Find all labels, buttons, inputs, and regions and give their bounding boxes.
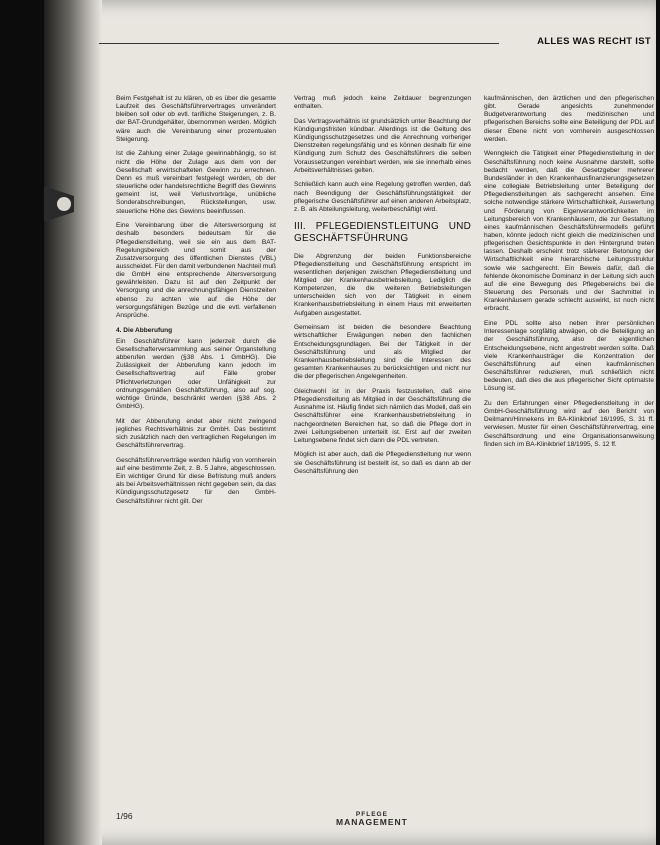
paragraph: Wenngleich die Tätigkeit einer Pflegedienstleitung in der Geschäftsführung noch keine Ausnahme darstellt, sollte bedacht werden, daß die Gesetzgeber mehrerer Bundesländer in den Krankenhausfinanzierungsgesetzen eine collegiale Betriebsleitung unter Beteiligung der Pflegedienstleitungen als sachgerecht ansehen. Eine solche notwendige stärkere Wirtschaftlichkeit, Auswertung und Förderung von Eigenverantwortlichkeiten im Leitungsbereich von Krankenhäusern, die zur Gestaltung eines kaufmännischen Geschäftsführermodells geführt haben, könnte jedoch nicht gleich die medizinischen und pflegerischen Gesichtspunkte in den Hintergrund treten lassen. Deshalb erscheint trotz stärkerer Betonung der Wirtschaftlichkeit eine hierarchische Leitungsstruktur sowie wie sachgerecht. Ein Beweis dafür, daß die fehlende ökonomische Dominanz in der Leitung sich auch auf die eine Bewegung des Pflegebereichs bei die Steuerung des Personals und der Sachmittel in Krankenhäusern gerade schlecht auswirkt, ist noch nicht erbracht. — [484, 150, 654, 313]
running-header — [99, 36, 651, 50]
logo-line-2: MANAGEMENT — [336, 817, 408, 827]
section-title: ALLES WAS RECHT IST — [537, 36, 651, 47]
paragraph: Das Vertragsverhältnis ist grundsätzlich unter Beachtung der Kündigungsfristen kündbar. Allerdings ist die Geltung des Kündigungsschutzgesetzes und die Anrechnung vorheriger Dienstzeiten regelungsfähig und es können deshalb für eine Kündigung zum Schutz des Geschäftsführers die selben Voraussetzungen vereinbart werden, wie sie innerhalb eines Arbeitsverhältnisses gelten. — [294, 117, 471, 174]
magazine-logo — [336, 811, 408, 827]
page-number: 1/96 — [116, 811, 133, 821]
paragraph: Geschäftsführerverträge werden häufig von vornherein auf eine bestimmte Zeit, z. B. 5 Jahre, abgeschlossen. Ein wichtiger Grund für diese Befristung muß anders als bei Arbeitsverhältnissen nicht gegeben sein, da das Kündigungsschutzgesetz für den GmbH-Geschäftsführer nicht gilt. Der — [116, 456, 276, 505]
text-column-1 — [116, 95, 276, 512]
paragraph: Beim Festgehalt ist zu klären, ob es über die gesamte Laufzeit des Geschäftsführervertrages unverändert bleiben soll oder ob evtl. tarifliche Steigerungen, z. B. der BAT-Grundgehälter, übernommen werden. Möglich wäre auch die Vereinbarung einer prozentualen Steigerung. — [116, 95, 276, 143]
margin-tab-marker-icon — [44, 184, 74, 224]
paragraph: Vertrag muß jedoch keine Zeitdauer begrenzungen enthalten. — [294, 95, 471, 111]
header-rule — [99, 43, 499, 44]
paragraph: Eine Vereinbarung über die Altersversorgung ist deshalb besonders bedeutsam für die Pflegedienstleitung, weil sie ein aus dem BAT-Regelungsbereich und somit aus der Zusatzversorgung des öffentlichen Dienstes (VBL) ausscheidet. Für den damit verbundenen Nachteil muß die GmbH eine entsprechende Altersversorgung gewährleisten. Dazu ist auf den Zeitpunkt der Versorgung und die anrechnungsfähigen Dienstzeiten ebenso zu achten wie auf die Höhe der versorgungsfähigen Bezüge und die evtl. verfallenen Ansprüche. — [116, 222, 276, 319]
magazine-page — [44, 0, 656, 845]
paragraph: Möglich ist aber auch, daß die Pflegedienstleitung nur wenn sie Geschäftsführung ist bestellt ist, so daß es dann ab der Geschäftsführung den — [294, 451, 471, 475]
text-column-2 — [294, 95, 471, 482]
paragraph: Gleichwohl ist in der Praxis festzustellen, daß eine Pflegedienstleitung als Mitglied in der Geschäftsführung die Ausnahme ist. Häufig findet sich nämlich das Modell, daß ein Geschäftsführer eine Krankenhausbetriebsleitung in nachgeordneten Bereichen hat, so daß die Pflege dort in zwei Leitungsebenen unterteilt ist. Erst auf der zweiten Leitungsebene findet sich dann die PDL vertreten. — [294, 387, 471, 444]
paragraph: kaufmännischen, den ärztlichen und den pflegerischen gibt. Gerade angesichts zunehmender Budgetverantwortung des medizinischen und pflegerischen Bereichs sollte eine Beteiligung der PDL auf dieser Ebene nicht von vornherein ausgeschlossen werden. — [484, 95, 654, 143]
paragraph: Ein Geschäftsführer kann jederzeit durch die Gesellschafterversammlung aus seiner Organstellung abberufen werden (§38 Abs. 1 GmbHG). Die Zulässigkeit der Abberufung kann jedoch im Gesellschaftsvertrag auf Fälle grober Pflichtverletzungen oder Unfähigkeit zur ordnungsgemäßen Geschäftsführung, also auf sog. wichtige Gründe, beschränkt werden (§38 Abs. 2 GmbHG). — [116, 337, 276, 410]
paragraph: Die Abgrenzung der beiden Funktionsbereiche Pflegedienstleitung und Geschäftsführung entspricht im wesentlichen derjenigen zwischen Pflegedienstleitung und Mitglied der Krankenhausbetriebsleitung. Lediglich die Kompetenzen, die die weiteren Betriebsleitungen unterscheiden sich von der Tätigkeit in einem Krankenhausbetriebsleitung in einem Haus mit erweiterten Aufgaben ausgestattet. — [294, 252, 471, 317]
paragraph: Zu den Erfahrungen einer Pflegedienstleitung in der GmbH-Geschäftsführung wird auf den Bericht von Deilmann/Hinnekens im BA-Klinikbrief 16/1995, S. 31 ff. verwiesen. Muster für einen Geschäftsführervertrag, eine Geschäftsordnung und eine Organisationsanweisung finden sich im BA-Klinikbrief 18/1995, S. 12 ff. — [484, 399, 654, 448]
paragraph: Eine PDL sollte also neben ihrer persönlichen Interessenlage sorgfältig abwägen, ob die Beteiligung an der Geschäftsführung, also der eigentlichen Entscheidungsebene, nicht angestrebt werden sollte. Daß viele Krankenhausträger die Konzentration der Geschäftsführung auf einen kaufmännischen Geschäftsführer reduzieren, muß schließlich nicht bedeuten, daß dies die aus pflegerischer Sicht optimalste Lösung ist. — [484, 320, 654, 393]
paragraph: Schließlich kann auch eine Regelung getroffen werden, daß nach Beendigung der Geschäftsführungstätigkeit der pflegerische Geschäftsführer auf einen anderen Arbeitsplatz, z. B. als Abteilungsleitung, weiterbeschäftigt wird. — [294, 181, 471, 213]
book-spine-shadow — [44, 0, 102, 845]
logo-line-1: PFLEGE — [355, 811, 388, 818]
paragraph: Mit der Abberufung endet aber nicht zwingend jegliches Rechtsverhältnis zur GmbH. Das bestimmt sich zusätzlich nach den vertraglichen Regelungen im Geschäftsführervertrag. — [116, 417, 276, 450]
section-heading: 4. Die Abberufung — [116, 326, 173, 334]
paragraph: Ist die Zahlung einer Zulage gewinnabhängig, so ist nicht die Höhe der Zulage aus dem von der Gesellschaft erwirtschafteten Gewinn zu errechnen. Denn es muß vereinbart festgelegt werden, ob der steuerliche oder handelsrechtliche Begriff des Gewinns gemeint ist, weil Verlustvorträge, unübliche Sonderabschreibungen, Rückstellungen, usw. steuerliche Höhe des Gewinns beeinflussen. — [116, 150, 276, 215]
section-heading: III. PFLEGEDIENSTLEITUNG UND GESCHÄFTSFÜHRUNG — [294, 220, 471, 244]
paragraph: Gemeinsam ist beiden die besondere Beachtung wirtschaftlicher Erwägungen neben den fachlichen Entscheidungsgrundlagen. Bei der Tätigkeit in der Geschäftsführung und als Mitglied der Krankenhausbetriebsleitung sind die Interessen des gesamten Krankenhauses zu berücksichtigen und nicht nur die der pflegerischen Angelegenheiten. — [294, 324, 471, 381]
text-column-3 — [484, 95, 654, 455]
